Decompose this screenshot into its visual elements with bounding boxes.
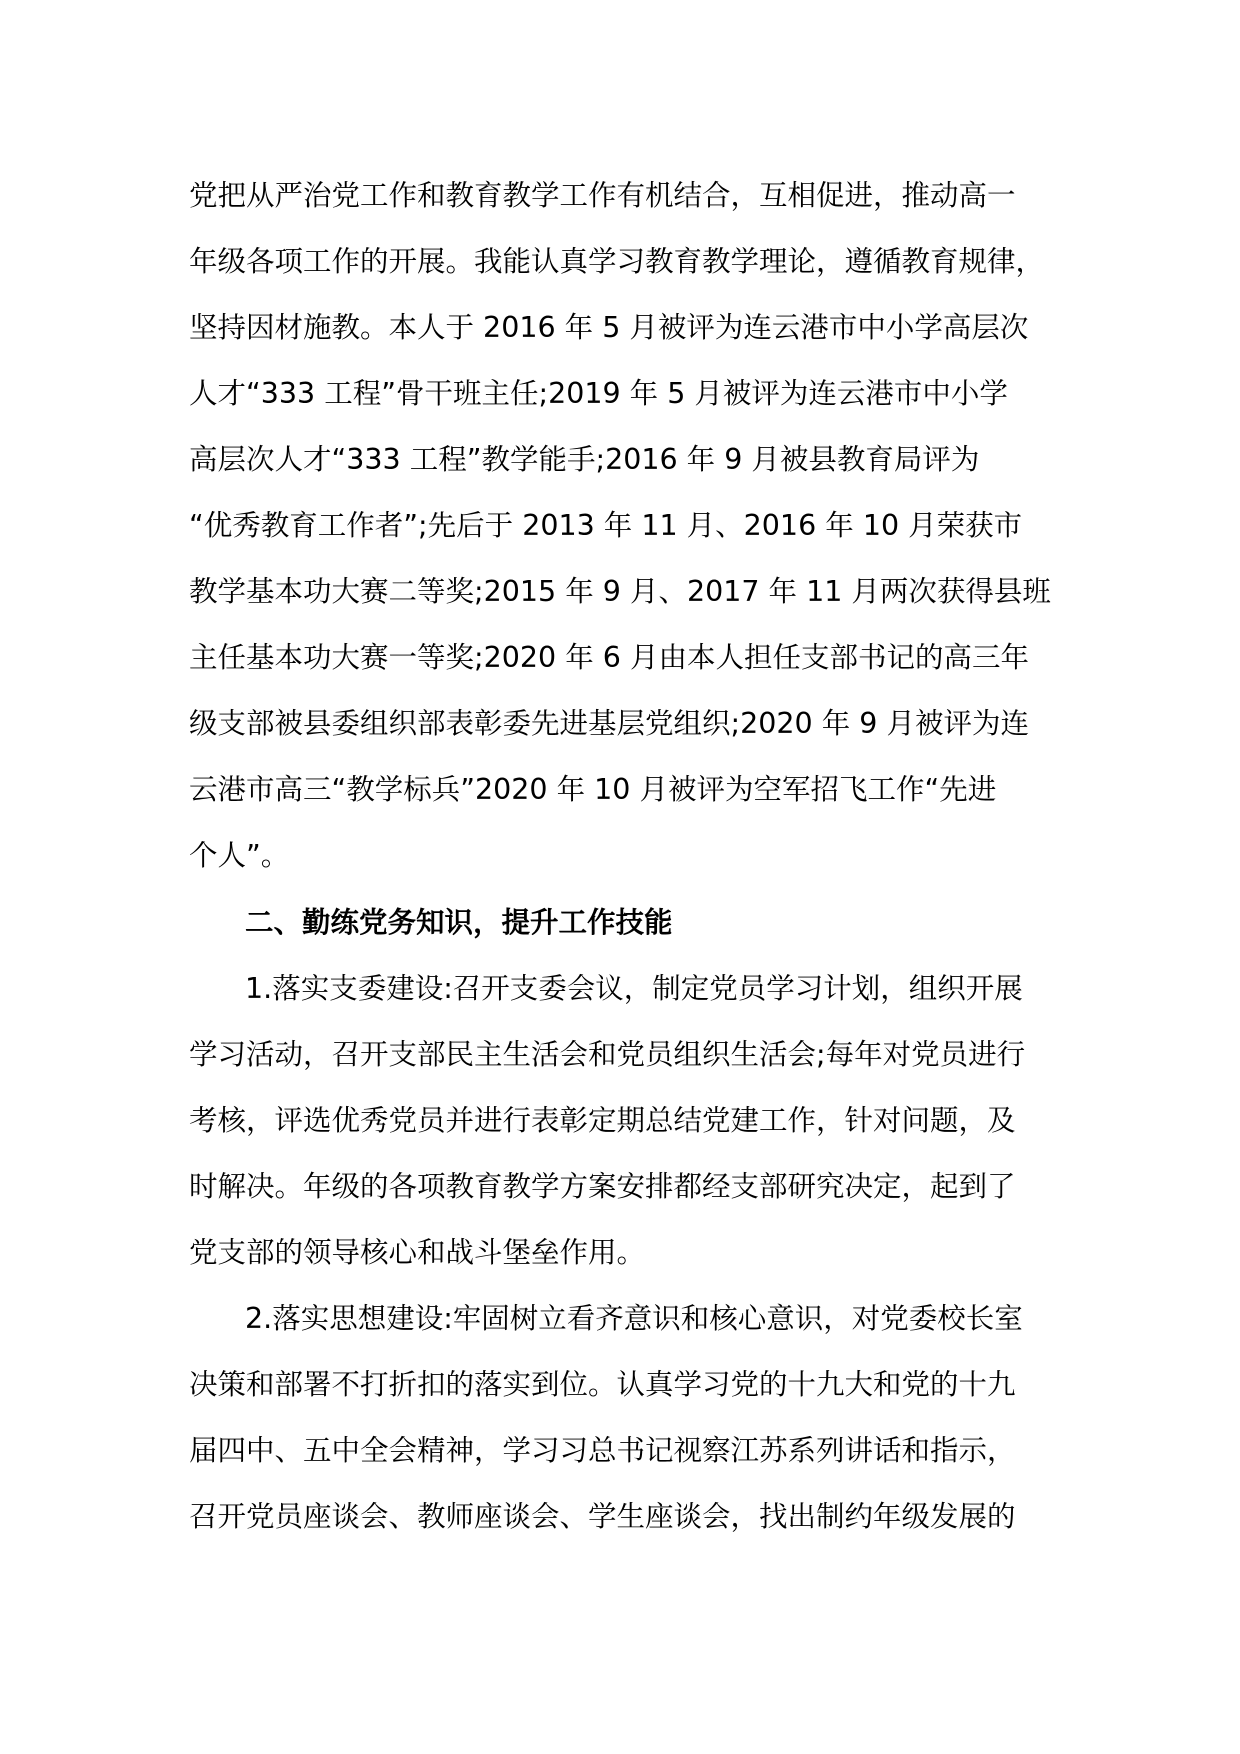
text-line: 决策和部署不打折扣的落实到位。认真学习党的十九大和党的十九 bbox=[189, 1368, 1016, 1401]
text-line: “优秀教育工作者”;先后于 2013 年 11 月、2016 年 10 月荣获市 bbox=[189, 509, 1023, 542]
text-line: 届四中、五中全会精神，学习习总书记视察江苏系列讲话和指示， bbox=[189, 1434, 1016, 1467]
text-line: 学习活动，召开支部民主生活会和党员组织生活会;每年对党员进行 bbox=[189, 1038, 1026, 1071]
text-line: 高层次人才“333 工程”教学能手;2016 年 9 月被县教育局评为 bbox=[189, 443, 980, 476]
text-line: 党支部的领导核心和战斗堡垒作用。 bbox=[189, 1236, 646, 1269]
section-heading: 二、勤练党务知识，提升工作技能 bbox=[245, 906, 673, 939]
text-line: 考核，评选优秀党员并进行表彰定期总结党建工作，针对问题，及 bbox=[189, 1104, 1016, 1137]
text-line: 时解决。年级的各项教育教学方案安排都经支部研究决定，起到了 bbox=[189, 1170, 1016, 1203]
text-line: 坚持因材施教。本人于 2016 年 5 月被评为连云港市中小学高层次 bbox=[189, 311, 1029, 344]
text-line: 个人”。 bbox=[189, 839, 290, 872]
paragraph-2-start: 2.落实思想建设:牢固树立看齐意识和核心意识，对党委校长室 bbox=[245, 1302, 1023, 1335]
text-line: 云港市高三“教学标兵”2020 年 10 月被评为空军招飞工作“先进 bbox=[189, 773, 997, 806]
text-line: 教学基本功大赛二等奖;2015 年 9 月、2017 年 11 月两次获得县班 bbox=[189, 575, 1051, 608]
text-line: 人才“333 工程”骨干班主任;2019 年 5 月被评为连云港市中小学 bbox=[189, 377, 1008, 410]
paragraph-1-start: 1.落实支委建设:召开支委会议，制定党员学习计划，组织开展 bbox=[245, 972, 1023, 1005]
text-line: 主任基本功大赛一等奖;2020 年 6 月由本人担任支部书记的高三年 bbox=[189, 641, 1029, 674]
text-line: 党把从严治党工作和教育教学工作有机结合，互相促进，推动高一 bbox=[189, 179, 1016, 212]
text-line: 年级各项工作的开展。我能认真学习教育教学理论，遵循教育规律， bbox=[189, 245, 1045, 278]
text-line: 召开党员座谈会、教师座谈会、学生座谈会，找出制约年级发展的 bbox=[189, 1500, 1016, 1533]
text-line: 级支部被县委组织部表彰委先进基层党组织;2020 年 9 月被评为连 bbox=[189, 707, 1029, 740]
